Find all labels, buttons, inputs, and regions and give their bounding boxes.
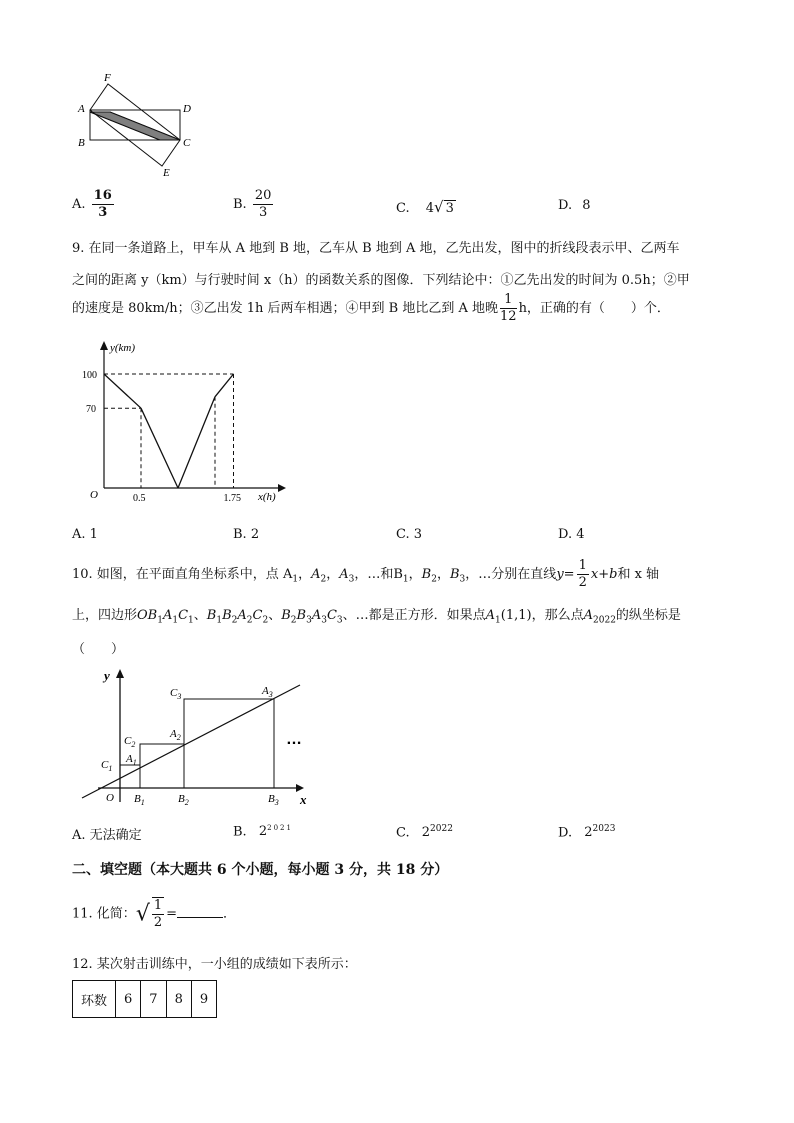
power-base: 2 <box>258 824 268 840</box>
option-value: 4 <box>576 527 585 542</box>
square-3 <box>184 699 274 788</box>
label-B3: $B_3$ <box>268 793 279 807</box>
y-axis-label: y(km) <box>110 342 136 354</box>
q12-text: 12. 某次射击训练中，一小组的成绩如下表所示： <box>72 957 357 972</box>
q10-figure <box>76 664 326 810</box>
q10-line2-c: ，那么点 <box>531 608 584 623</box>
option-value: 2 <box>250 527 260 542</box>
label-A3: $A_3$ <box>262 685 273 699</box>
q10-line2-d: 的纵坐标是 <box>615 608 681 623</box>
y-axis-arrow <box>116 669 124 678</box>
x-tick-label: 0.5 <box>133 493 146 504</box>
y-tick-label: 70 <box>86 404 96 416</box>
ellipsis-dots: … <box>286 731 302 748</box>
x-tick-label: 1.75 <box>223 493 241 504</box>
option-letter: A. <box>72 828 86 843</box>
x-axis-arrow <box>278 484 286 492</box>
label-B: B <box>78 137 85 149</box>
label-x: x <box>300 792 307 807</box>
option-letter: A. <box>72 527 86 542</box>
table-header-cell: 8 <box>166 981 191 1018</box>
label-C2: $C_2$ <box>124 735 136 749</box>
label-F: F <box>104 72 111 84</box>
x-axis-arrow <box>296 784 304 792</box>
series-segment-0 <box>104 374 141 408</box>
option-letter: D. <box>558 527 573 542</box>
label-E: E <box>163 167 170 179</box>
q10-line2-a: 上，四边形 <box>72 608 138 623</box>
line-y-half-x-plus-b <box>82 685 300 798</box>
q9-line3 <box>72 292 670 325</box>
q10-line1-d: 和 x 轴 <box>617 567 660 582</box>
label-C1: $C_1$ <box>101 759 113 773</box>
radicand: 3 <box>445 201 454 216</box>
fraction-1-12: $\frac{1}{12}$ <box>500 292 517 324</box>
option-letter: C. <box>396 527 410 542</box>
option-letter: A. <box>72 197 86 212</box>
q11-prefix: 11. 化简： <box>72 906 136 922</box>
power-base: 2 <box>584 825 593 841</box>
q8-option-c[interactable]: C. 4√ 3 <box>396 198 454 216</box>
option-value: 无法确定 <box>89 828 142 843</box>
table-row <box>73 981 217 1018</box>
power-exponent: 2023 <box>592 824 616 834</box>
label-A: A <box>78 103 85 115</box>
q10-line3: （ ） <box>72 642 125 657</box>
option-letter: B. <box>233 197 247 212</box>
q9-line3-a: 的速度是 80km/h；③乙出发 1h 后两车相遇；④甲到 B 地比乙到 A 地晚 <box>72 301 499 316</box>
option-value: 1 <box>89 527 98 542</box>
option-letter: D. <box>558 825 573 841</box>
q8-option-a[interactable] <box>72 188 116 221</box>
label-C3: $C_3$ <box>170 687 182 701</box>
series-segment-3 <box>215 374 234 397</box>
power-exponent: 2022 <box>430 824 453 834</box>
y-tick-label: 100 <box>82 370 97 381</box>
y-axis-arrow <box>100 341 108 350</box>
q11-suffix: ． <box>223 906 237 922</box>
table-header-cell: 6 <box>116 981 141 1018</box>
q10-option-d[interactable] <box>558 824 615 840</box>
label-C: C <box>183 137 191 149</box>
label-B2: $B_2$ <box>178 793 189 807</box>
q8-option-b[interactable] <box>233 188 275 221</box>
table-header-cell: 7 <box>141 981 166 1018</box>
fraction: $\frac{16}{3}$ <box>93 188 112 220</box>
q9-chart <box>80 338 290 510</box>
label-y: y <box>104 668 110 683</box>
q10-option-c[interactable] <box>396 824 453 840</box>
option-letter: B. <box>233 824 247 840</box>
origin-label: O <box>90 489 98 501</box>
equals-sign: = <box>166 906 178 922</box>
q9-line2: 之间的距离 y（km）与行驶时间 x（h）的函数关系的图像．下列结论中：①乙先出发的时间为 0.5h；②甲 <box>72 273 690 288</box>
option-value: 3 <box>413 527 423 542</box>
label-D: D <box>183 103 191 115</box>
option-value: 8 <box>582 198 591 213</box>
power-base: 2 <box>421 825 431 841</box>
q10-option-b[interactable] <box>233 824 293 839</box>
series-segment-2 <box>178 397 215 488</box>
q10-line2-b: …都是正方形．如果点 <box>355 608 486 623</box>
series-segment-1 <box>141 408 178 488</box>
option-letter: B. <box>233 527 247 542</box>
q9-option-d[interactable] <box>558 527 585 542</box>
table-header-cell: 环数 <box>73 981 116 1018</box>
option-letter: C. <box>396 825 410 841</box>
option-letter: C. <box>396 201 410 216</box>
q10-line1-a: 10. 如图，在平面直角坐标系中，点 A <box>72 567 293 582</box>
label-O: O <box>106 792 114 804</box>
q10-line1-c: …分别在直线 <box>478 567 557 582</box>
fraction-half: $\frac{1}{2}$ <box>578 558 587 590</box>
x-axis-label: x(h) <box>258 491 276 503</box>
coefficient: 4 <box>425 201 435 216</box>
power-exponent: 2021 <box>267 824 293 832</box>
q9-line3-b: h，正确的有（ ）个． <box>518 301 670 316</box>
q9-option-c[interactable] <box>396 527 422 542</box>
label-A1: $A_1$ <box>126 753 137 767</box>
score-table <box>72 980 217 1018</box>
fraction: $\frac{20}{3}$ <box>254 188 272 220</box>
q10-line2: 上，四边形$OB_1A_1C_1$、$B_1B_2A_2C_2$、$B_2B_3A_3C_3$、…都是正方形．如果点$A_1(1,1)$，那么点$A_{2022}$的纵坐标是 <box>72 608 681 626</box>
q10-option-a[interactable] <box>72 824 142 843</box>
q9-option-a[interactable] <box>72 527 98 542</box>
q8-figure <box>70 70 210 180</box>
q11: 11. 化简：√ $\frac{1}{2}$ = ． <box>72 898 237 930</box>
q8-option-d[interactable] <box>558 198 591 213</box>
answer-blank[interactable] <box>177 905 223 918</box>
q9-line1: 9. 在同一条道路上，甲车从 A 地到 B 地，乙车从 B 地到 A 地，乙先出发，图中的折线段表示甲、乙两车 <box>72 241 680 256</box>
option-letter: D. <box>558 198 573 213</box>
section-title: 二、填空题（本大题共 6 个小题，每小题 3 分，共 18 分） <box>72 862 449 878</box>
q9-option-b[interactable] <box>233 527 259 542</box>
radical-fraction: $\frac{1}{2}$ <box>153 898 163 930</box>
table-header-cell: 9 <box>191 981 216 1018</box>
q10-line1: 10. 如图，在平面直角坐标系中，点 $A_1$，$A_2$，$A_3$，…和$B_1$，$B_2$，$B_3$，…分别在直线y= $\frac{1}{2}$ x+b和 x 轴 <box>72 558 660 590</box>
square-2 <box>140 744 184 788</box>
label-B1: $B_1$ <box>134 793 145 807</box>
label-A2: $A_2$ <box>170 728 181 742</box>
q10-line1-b: …和B <box>367 567 403 582</box>
